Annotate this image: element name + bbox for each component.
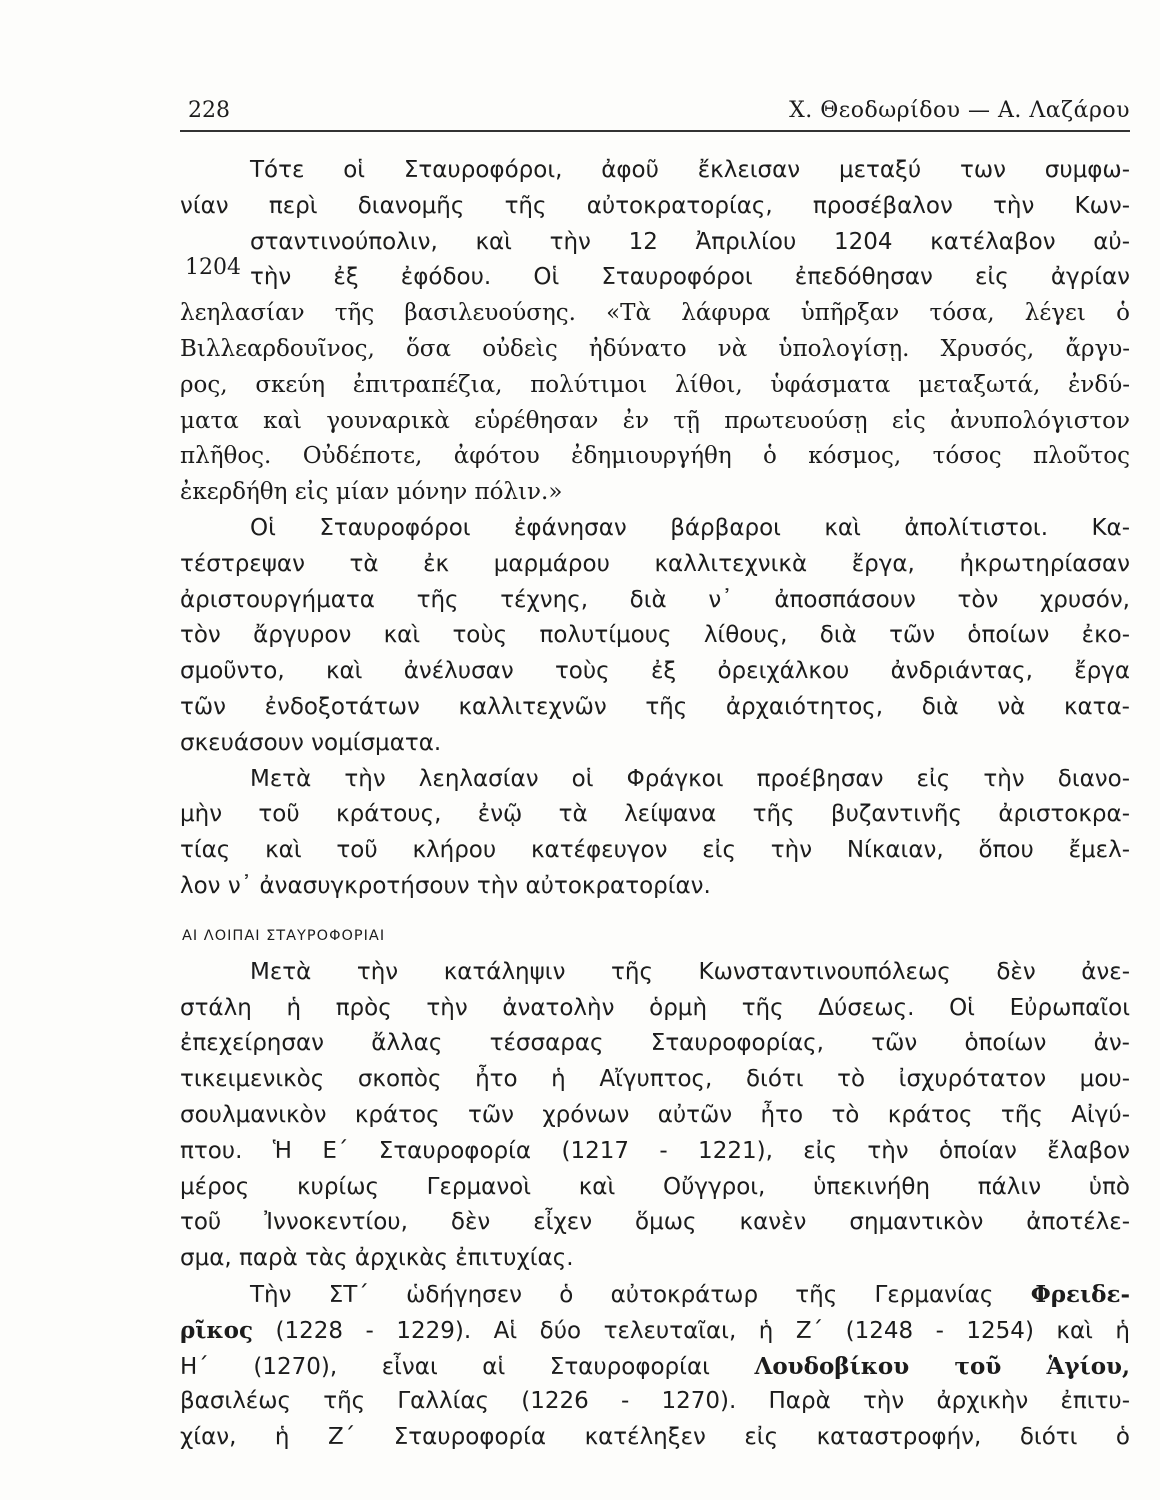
margin-note-year: 1204: [185, 255, 241, 280]
text-line: τὸν ἄργυρον καὶ τοὺς πολυτίμους λίθους, διὰ τῶν ὁποίων ἐκο-: [180, 622, 1130, 649]
text-line: τὴν ἐξ ἐφόδου. Οἱ Σταυροφόροι ἐπεδόθησαν εἰς ἀγρίαν: [250, 264, 1130, 291]
bold-name: Λουδοβίκου τοῦ Ἁγίου,: [754, 1352, 1130, 1380]
text-line: [180, 1277, 1130, 1313]
text-line: τῶν ἐνδοξοτάτων καλλιτεχνῶν τῆς ἀρχαιότητος, διὰ νὰ κατα-: [180, 693, 1130, 720]
page-number: 228: [188, 98, 230, 123]
text-line: τοῦ Ἰννοκεντίου, δὲν εἶχεν ὅμως κανὲν σημαντικὸν ἀποτέλε-: [180, 1209, 1130, 1236]
text-line: στάλη ἡ πρὸς τὴν ἀνατολὴν ὁρμὴ τῆς Δύσεως. Οἱ Εὐρωπαῖοι: [180, 994, 1130, 1021]
text-line: λεηλασίαν τῆς βασιλευούσης. «Τὰ λάφυρα ὑπῆρξαν τόσα, λέγει ὁ: [180, 300, 1130, 327]
text-line: χίαν, ἡ Ζ΄ Σταυροφορία κατέληξεν εἰς καταστροφήν, διότι ὁ: [180, 1424, 1130, 1451]
bold-name: Φρειδε-: [1030, 1280, 1130, 1308]
text-line: [180, 1313, 1130, 1349]
text-line: Μετὰ τὴν λεηλασίαν οἱ Φράγκοι προέβησαν εἰς τὴν διανο-: [250, 765, 1130, 792]
text-line: ἐκερδήθη εἰς μίαν μόνην πόλιν.»: [180, 479, 563, 506]
header-rule: [180, 130, 1130, 132]
paragraph-2: [180, 511, 1130, 762]
running-head: Χ. Θεοδωρίδου — Α. Λαζάρου: [789, 98, 1130, 123]
page-body: [180, 153, 1130, 1456]
text-line: λον ν᾽ ἀνασυγκροτήσουν τὴν αὐτοκρατορίαν.: [180, 872, 711, 899]
text-line: ἐπεχείρησαν ἄλλας τέσσαρας Σταυροφορίας, τῶν ὁποίων ἀν-: [180, 1030, 1130, 1057]
text-run: Η΄ (1270), εἶναι αἱ Σταυροφορίαι: [180, 1353, 755, 1380]
text-line: Τότε οἱ Σταυροφόροι, ἀφοῦ ἔκλεισαν μεταξύ των συμφω-: [250, 157, 1130, 183]
text-line: σκευάσουν νομίσματα.: [180, 729, 442, 756]
paragraph-1: [180, 153, 1130, 511]
text-line: Μετὰ τὴν κατάληψιν τῆς Κωνσταντινουπόλεως δὲν ἀνε-: [250, 958, 1130, 985]
text-line: τικειμενικὸς σκοπὸς ἦτο ἡ Αἴγυπτος, διότι τὸ ἰσχυρότατον μου-: [180, 1066, 1130, 1093]
text-line: Βιλλεαρδουῖνος, ὅσα οὐδεὶς ἠδύνατο νὰ ὑπολογίσῃ. Χρυσός, ἄργυ-: [180, 335, 1130, 362]
text-line: μὴν τοῦ κράτους, ἐνῷ τὰ λείψανα τῆς βυζαντινῆς ἀριστοκρα-: [180, 801, 1130, 828]
text-run: (1228 - 1229). Αἱ δύο τελευταῖαι, ἡ Ζ΄ (1248 - 1254) καὶ ἡ: [253, 1317, 1130, 1344]
text-line: ματα καὶ γουναρικὰ εὑρέθησαν ἐν τῇ πρωτευούσῃ εἰς ἀνυπολόγιστον: [180, 407, 1130, 434]
page-header: [180, 88, 1130, 128]
text-line: τίας καὶ τοῦ κλήρου κατέφευγον εἰς τὴν Νίκαιαν, ὅπου ἔμελ-: [180, 837, 1130, 864]
text-line: σμα, παρὰ τὰς ἀρχικὰς ἐπιτυχίας.: [180, 1245, 574, 1272]
text-line: ἀριστουργήματα τῆς τέχνης, διὰ ν᾽ ἀποσπάσουν τὸν χρυσόν,: [180, 586, 1130, 613]
text-line: [180, 1349, 1130, 1385]
bold-name: ρῖκος: [180, 1316, 254, 1344]
text-line: βασιλέως τῆς Γαλλίας (1226 - 1270). Παρὰ τὴν ἀρχικὴν ἐπιτυ-: [180, 1388, 1130, 1415]
text-line: πτου. Ἡ Ε΄ Σταυροφορία (1217 - 1221), εἰς τὴν ὁποίαν ἔλαβον: [180, 1137, 1130, 1164]
text-line: τέστρεψαν τὰ ἐκ μαρμάρου καλλιτεχνικὰ ἔργα, ἠκρωτηρίασαν: [180, 550, 1130, 577]
text-line: ρος, σκεύη ἐπιτραπέζια, πολύτιμοι λίθοι, ὑφάσματα μεταξωτά, ἐνδύ-: [180, 371, 1130, 398]
text-line: πλῆθος. Οὐδέποτε, ἀφότου ἐδημιουργήθη ὁ κόσμος, τόσος πλοῦτος: [180, 443, 1130, 470]
text-line: σταντινούπολιν, καὶ τὴν 12 Ἀπριλίου 1204 κατέλαβον αὐ-: [250, 228, 1130, 255]
text-line: Οἱ Σταυροφόροι ἐφάνησαν βάρβαροι καὶ ἀπολίτιστοι. Κα-: [250, 514, 1130, 541]
text-line: σμοῦντο, καὶ ἀνέλυσαν τοὺς ἐξ ὀρειχάλκου ἀνδριάντας, ἔργα: [180, 658, 1130, 685]
text-run: Τὴν ΣΤ΄ ὡδήγησεν ὁ αὐτοκράτωρ τῆς Γερμανίας: [250, 1281, 1031, 1308]
paragraph-3: [180, 762, 1130, 905]
text-line: νίαν περὶ διανομῆς τῆς αὐτοκρατορίας, προσέβαλον τὴν Κων-: [180, 192, 1130, 219]
text-line: μέρος κυρίως Γερμανοὶ καὶ Οὔγγροι, ὑπεκινήθη πάλιν ὑπὸ: [180, 1173, 1130, 1200]
section-heading: ΑΙ ΛΟΙΠΑΙ ΣΤΑΥΡΟΦΟΡΙΑΙ: [182, 927, 386, 944]
paragraph-4: [180, 955, 1130, 1277]
text-line: σουλμανικὸν κράτος τῶν χρόνων αὐτῶν ἦτο τὸ κράτος τῆς Αἰγύ-: [180, 1101, 1130, 1128]
paragraph-5: [180, 1277, 1130, 1456]
